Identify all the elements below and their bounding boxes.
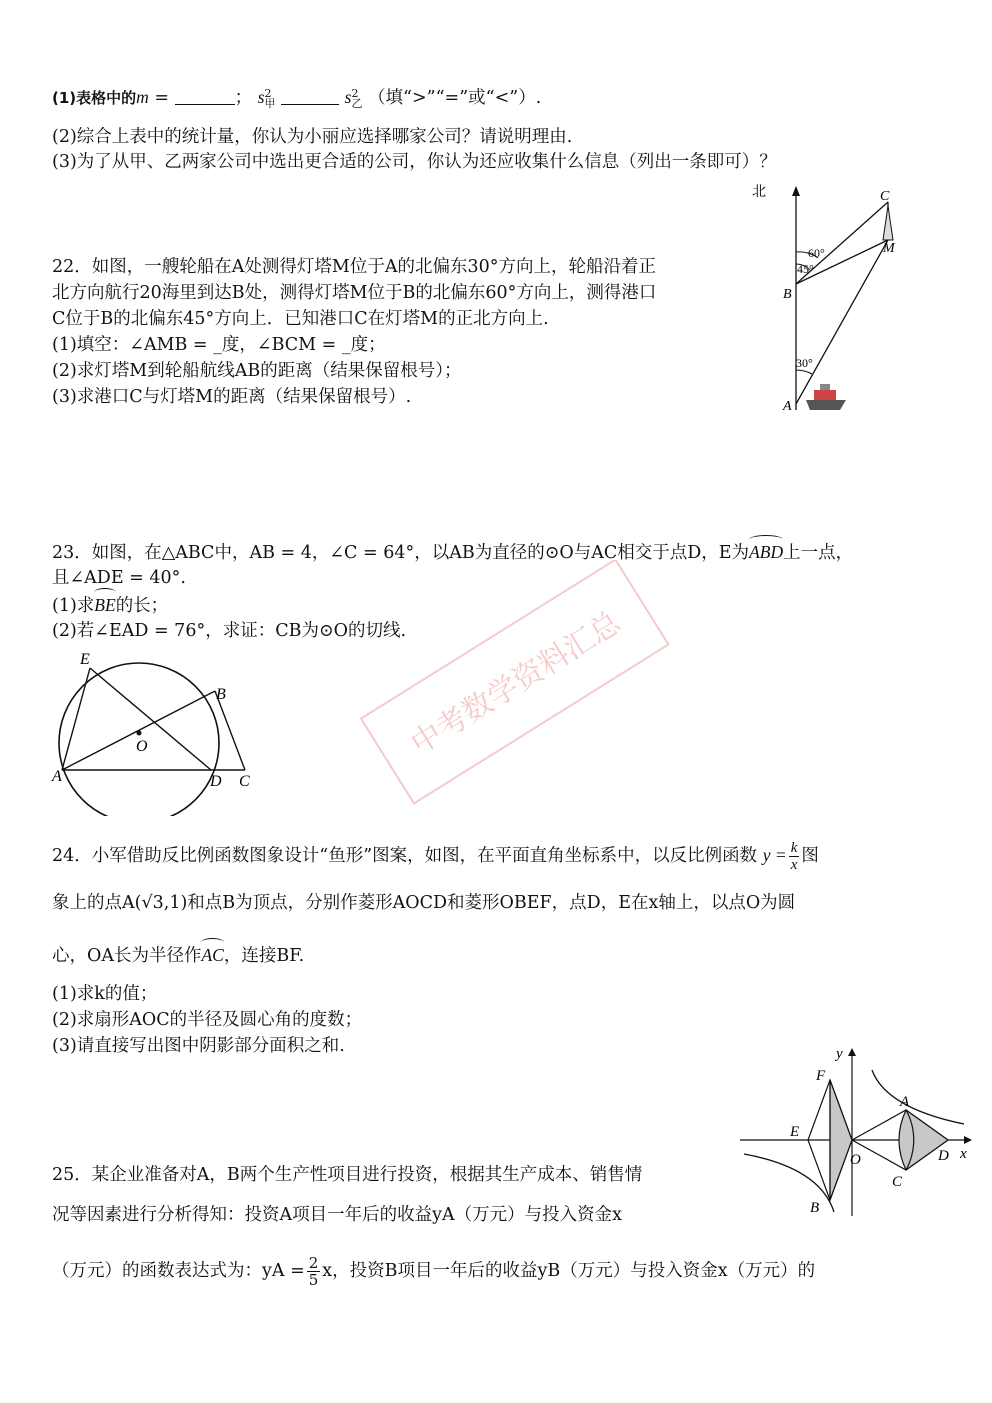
frac-num: 2 (308, 1254, 319, 1272)
q22-line2: 北方向航行20海里到达B处，测得灯塔M位于B的北偏东60°方向上，测得港口 (52, 283, 657, 303)
q21-line1 (52, 86, 541, 109)
north-arrow-icon (792, 186, 800, 196)
point-E-label: E (790, 1124, 800, 1140)
q24-line1-post: 图 (801, 846, 819, 866)
var-y: y = (762, 845, 787, 865)
answer-blank-compare[interactable] (281, 88, 339, 105)
q24-line1 (52, 840, 819, 873)
var-m: m (136, 87, 149, 107)
semicolon: ； (234, 88, 253, 108)
x-axis-arrow-icon (964, 1136, 972, 1144)
q24-line2: 象上的点A(√3,1)和点B为顶点，分别作菱形AOCD和菱形OBEF，点D，E在x轴上，以点O为圆 (52, 893, 796, 913)
q24-line3 (52, 944, 304, 967)
q23-figure (48, 648, 263, 816)
point-B-label: B (810, 1200, 820, 1216)
q22-figure (748, 182, 908, 417)
point-A-label: A (783, 399, 792, 414)
q23-line1-post: 上一点， (783, 543, 854, 563)
point-B-label: B (783, 287, 792, 302)
q23-line1 (52, 541, 853, 564)
line-AB (62, 691, 215, 770)
q23-line1-pre: 23．如图，在△ABC中，AB = 4，∠C = 64°，以AB为直径的⊙O与AC相交于点D，E为 (52, 543, 750, 563)
arc-AC: AC (201, 945, 224, 965)
angle-45-label: 45° (797, 262, 814, 276)
shaded-region-left (830, 1080, 852, 1200)
q22-line3: C位于B的北偏东45°方向上．已知港口C在灯塔M的正北方向上. (52, 309, 549, 329)
point-A-label: A (900, 1094, 910, 1110)
s-jia-scripts (264, 86, 276, 110)
q24-line1-pre: 24．小军借助反比例函数图象设计“鱼形”图案，如图，在平面直角坐标系中，以反比例函数 (52, 846, 758, 866)
q22-line4: (1)填空：∠AMB = _度，∠BCM = _度； (52, 335, 386, 355)
point-E-label: E (80, 651, 90, 668)
q23-line3 (52, 594, 168, 617)
q23-line3-post: 的长； (115, 596, 169, 616)
arc-ABD: ABD (749, 542, 784, 562)
angle-60-label: 60° (808, 246, 825, 260)
line-AE (62, 668, 90, 770)
lighthouse-icon (883, 206, 893, 240)
q21-line3: (3)为了从甲、乙两家公司中选出更合适的公司，你认为还应收集什么信息（列出一条即可）？ (52, 152, 777, 172)
hyperbola-branch-q1 (872, 1070, 964, 1124)
frac-x: x (790, 857, 798, 873)
point-M-label: M (883, 241, 895, 256)
q25-line1: 25．某企业准备对A，B两个生产性项目进行投资，根据其生产成本、销售情 (52, 1165, 643, 1185)
q21-hint: （填“>”“=”或“<”）. (368, 88, 542, 108)
q21-part1-label: (1)表格中的 (52, 89, 137, 107)
point-B-label: B (216, 686, 226, 703)
sup: 2 (351, 86, 359, 100)
angle-30-arc (796, 370, 812, 374)
q21-line2: (2)综合上表中的统计量，你认为小丽应选择哪家公司？请说明理由. (52, 127, 573, 147)
q22-line1: 22．如图，一艘轮船在A处测得灯塔M位于A的北偏东30°方向上，轮船沿着正 (52, 257, 656, 277)
q22-line6: (3)求港口C与灯塔M的距离（结果保留根号）. (52, 387, 412, 407)
watermark-text: 中考数学资料汇总 (404, 605, 628, 763)
q24-line4: (1)求k的值； (52, 984, 158, 1004)
point-D-label: D (938, 1148, 949, 1164)
sub-yi: 乙 (351, 96, 363, 110)
q25-line3 (52, 1255, 815, 1288)
q24-line6: (3)请直接写出图中阴影部分面积之和. (52, 1036, 345, 1056)
frac-k: k (790, 840, 798, 856)
fraction-2-5 (307, 1255, 321, 1288)
equals: = (148, 88, 170, 108)
y-axis-label: y (836, 1046, 843, 1062)
frac-den: 5 (308, 1271, 319, 1289)
q23-line4: (2)若∠EAD = 76°，求证：CB为⊙O的切线. (52, 621, 407, 641)
q23-line2: 且∠ADE = 40°. (52, 568, 186, 588)
north-label: 北 (752, 184, 766, 200)
q25-line3-pre: （万元）的函数表达式为：yA = (52, 1261, 305, 1281)
sup: 2 (264, 86, 272, 100)
q23-line3-pre: (1)求 (52, 596, 95, 616)
point-C-label: C (892, 1174, 903, 1190)
s-yi-scripts (351, 86, 363, 110)
point-O-label: O (850, 1152, 861, 1168)
point-A-label: A (52, 768, 62, 785)
center-O-dot (137, 731, 142, 736)
answer-blank-m[interactable] (175, 88, 235, 105)
var-s-yi: s (344, 87, 352, 107)
point-C-label: C (239, 773, 250, 790)
point-C-label: C (880, 189, 890, 204)
q24-line5: (2)求扇形AOC的半径及圆心角的度数； (52, 1010, 363, 1030)
q25-line2: 况等因素进行分析得知：投资A项目一年后的收益yA（万元）与投入资金x (52, 1205, 623, 1225)
point-D-label: D (210, 773, 222, 790)
angle-30-label: 30° (796, 356, 813, 370)
hyperbola-branch-q3 (744, 1154, 834, 1212)
q24-line3-post: ，连接BF. (223, 946, 305, 966)
sub-jia: 甲 (264, 96, 276, 110)
q22-line5: (2)求灯塔M到轮船航线AB的距离（结果保留根号）； (52, 361, 462, 381)
x-axis-label: x (960, 1146, 967, 1162)
q24-figure (736, 1040, 976, 1220)
arc-BE: BE (94, 595, 116, 615)
q25-line3-post: x，投资B项目一年后的收益yB（万元）与投入资金x（万元）的 (322, 1261, 816, 1281)
watermark-stamp (310, 560, 730, 820)
var-s-jia: s (257, 87, 265, 107)
point-O-label: O (136, 738, 148, 755)
y-axis-arrow-icon (848, 1048, 856, 1056)
fraction-k-over-x (789, 840, 800, 873)
point-F-label: F (816, 1068, 826, 1084)
ship-icon (806, 384, 846, 410)
q24-line3-pre: 心，OA长为半径作 (52, 946, 202, 966)
